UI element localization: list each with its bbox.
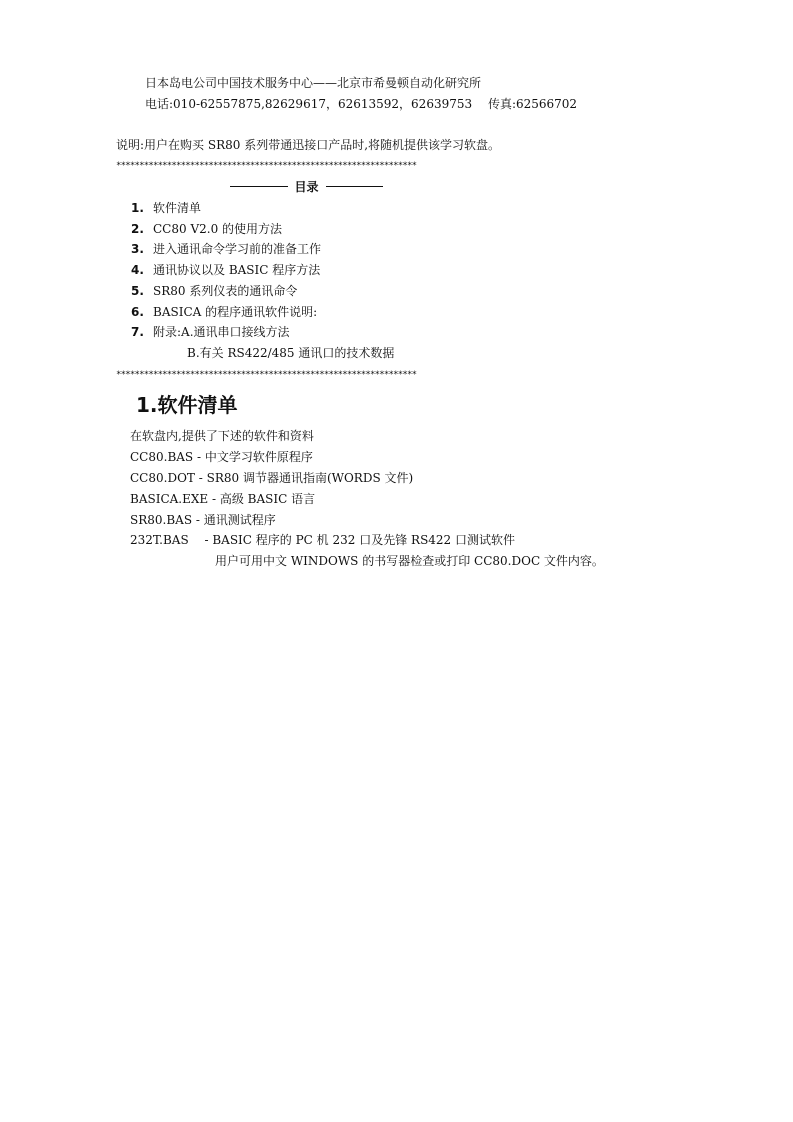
toc-item-text: 通讯协议以及 BASIC 程序方法	[153, 263, 321, 277]
file-list-item	[130, 470, 413, 486]
file-description: - 高级 BASIC 语言	[208, 492, 316, 506]
toc-item	[131, 200, 201, 216]
toc-item-number: 7.	[131, 325, 144, 339]
file-list-item	[130, 449, 313, 465]
file-list-item	[130, 512, 276, 528]
company-line: 日本岛电公司中国技术服务中心——北京市希曼顿自动化研究所	[145, 76, 482, 90]
file-name: CC80.BAS	[130, 450, 194, 464]
toc-item	[131, 241, 321, 257]
toc-item-text: BASICA 的程序通讯软件说明:	[153, 305, 318, 319]
toc-item	[131, 324, 290, 340]
file-name: BASICA.EXE	[130, 492, 209, 506]
file-name: CC80.DOT	[130, 471, 195, 485]
file-description: - 中文学习软件原程序	[193, 450, 313, 464]
toc-title-text: 目录	[294, 180, 319, 194]
toc-item	[131, 304, 317, 320]
toc-item-number: 3.	[131, 242, 144, 256]
toc-item-number: 1.	[131, 201, 144, 215]
toc-item-text: SR80 系列仪表的通讯命令	[153, 284, 298, 298]
toc-item	[131, 283, 297, 299]
section-heading: 1.软件清单	[136, 393, 238, 417]
toc-item-number: 5.	[131, 284, 144, 298]
toc-item-text: CC80 V2.0 的使用方法	[153, 222, 283, 236]
toc-item-number: 6.	[131, 305, 144, 319]
toc-subitem: B.有关 RS422/485 通讯口的技术数据	[187, 346, 395, 360]
separator-bottom: *****************************************************************	[116, 370, 417, 380]
separator-top: *****************************************************************	[116, 161, 417, 171]
file-description: - BASIC 程序的 PC 机 232 口及先锋 RS422 口测试软件	[188, 533, 516, 547]
file-name: SR80.BAS	[130, 513, 193, 527]
file-list-item	[130, 491, 315, 507]
file-list-item	[130, 532, 515, 548]
file-name: 232T.BAS	[130, 533, 189, 547]
toc-title-rule-right	[326, 186, 384, 187]
file-description: - 通讯测试程序	[192, 513, 276, 527]
section-footer-note: 用户可用中文 WINDOWS 的书写器检查或打印 CC80.DOC 文件内容。	[215, 554, 604, 568]
toc-title	[230, 178, 383, 195]
toc-item-number: 2.	[131, 222, 144, 236]
toc-item	[131, 262, 320, 278]
file-description: - SR80 调节器通讯指南(WORDS 文件)	[194, 471, 414, 485]
toc-item-number: 4.	[131, 263, 144, 277]
toc-title-rule-left	[230, 186, 288, 187]
section-intro: 在软盘内,提供了下述的软件和资料	[130, 429, 314, 443]
toc-item-text: 软件清单	[153, 201, 202, 215]
toc-item-text: 进入通讯命令学习前的准备工作	[153, 242, 322, 256]
phone-fax-line: 电话:010-62557875,82629617，62613592，62639753 传真:62566702	[145, 97, 578, 111]
toc-item-text: 附录:A.通讯串口接线方法	[153, 325, 290, 339]
toc-item	[131, 221, 282, 237]
usage-note: 说明:用户在购买 SR80 系列带通迅接口产品时,将随机提供该学习软盘。	[116, 138, 501, 152]
